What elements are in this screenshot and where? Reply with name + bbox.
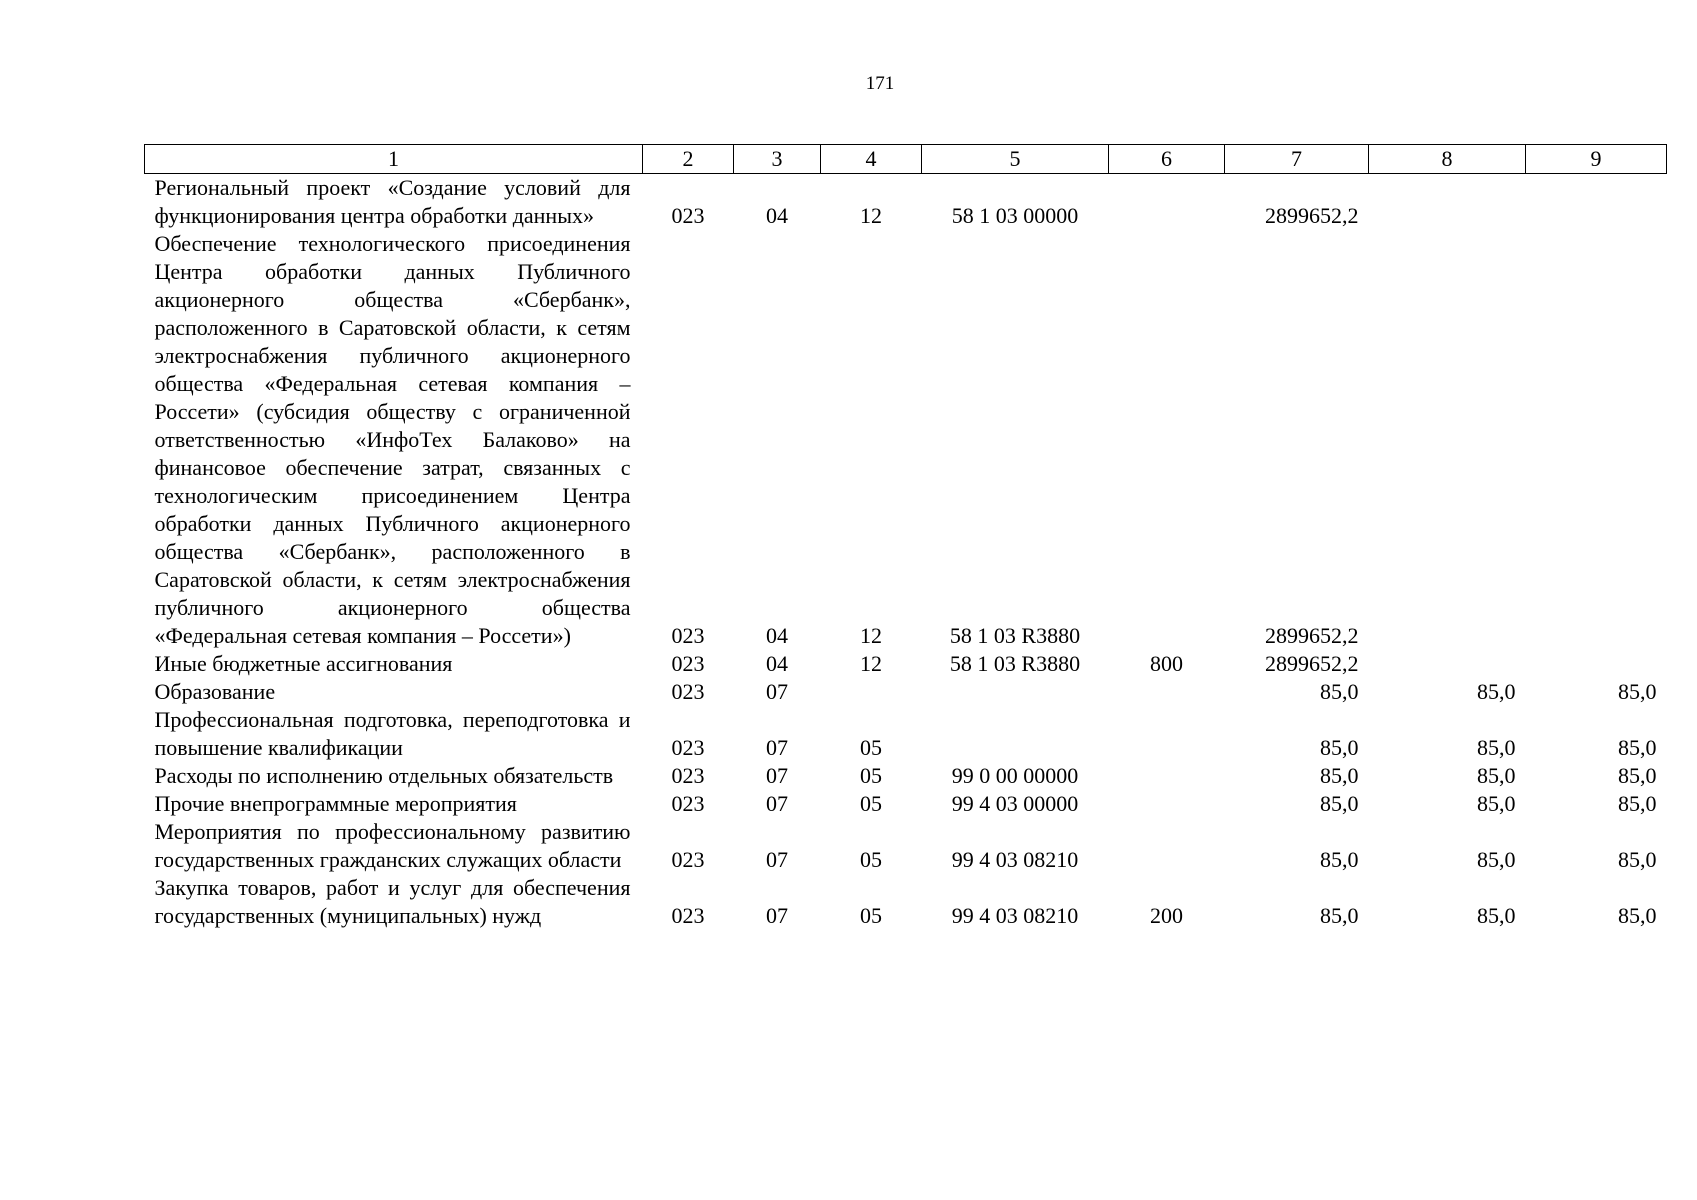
column-header-1: 1 — [145, 145, 643, 174]
row-grbs-code: 023 — [671, 903, 705, 928]
column-header-5: 5 — [922, 145, 1109, 174]
row-grbs-code: 023 — [671, 847, 705, 872]
row-sum-col9: 85,0 — [1618, 791, 1657, 816]
row-subsection-code: 05 — [860, 735, 882, 760]
row-name: Мероприятия по профессиональному развитию государственных гражданских служащих области — [154, 819, 631, 872]
row-target-article: 58 1 03 R3880 — [949, 651, 1081, 676]
row-sum-col9: 85,0 — [1618, 679, 1657, 704]
table-row — [145, 762, 1667, 790]
row-sum-col8 — [1369, 230, 1526, 650]
row-name: Обеспечение технологического присоединения Центра обработки данных Публичного акционерного общества «Сбербанк», расположенного в Саратовской области, к сетям электроснабжения публичного акционерного общества «Федеральная сетевая компания – Россети» (субсидия обществу с ограниченной ответственностью «ИнфоТех Балаково» на финансовое обеспечение затрат, связанных с технологическим присоединением Центра обработки данных Публичного акционерного общества «Сбербанк», расположенного в Саратовской области, к сетям электроснабжения публичного акционерного общества «Федеральная сетевая компания – Россети») — [154, 231, 631, 648]
row-sum-col8 — [1369, 650, 1526, 678]
row-name: Расходы по исполнению отдельных обязательств — [154, 763, 614, 788]
row-sum-col9: 85,0 — [1618, 763, 1657, 788]
row-grbs-code: 023 — [671, 679, 705, 704]
row-expense-type — [1109, 230, 1225, 650]
row-section-code: 07 — [766, 763, 788, 788]
table-row — [145, 650, 1667, 678]
table-row — [145, 174, 1667, 231]
row-sum-col7: 85,0 — [1320, 735, 1359, 760]
row-expense-type — [1109, 678, 1225, 706]
row-name: Региональный проект «Создание условий для функционирования центра обработки данных» — [154, 175, 631, 228]
row-subsection-code: 12 — [860, 623, 882, 648]
row-sum-col7: 85,0 — [1320, 679, 1359, 704]
row-subsection-code: 12 — [860, 203, 882, 228]
column-header-6: 6 — [1109, 145, 1225, 174]
row-sum-col8: 85,0 — [1477, 847, 1516, 872]
row-sum-col8: 85,0 — [1477, 679, 1516, 704]
table-row — [145, 790, 1667, 818]
row-section-code: 07 — [766, 735, 788, 760]
table-row — [145, 678, 1667, 706]
row-expense-type: 200 — [1150, 903, 1183, 928]
column-number-header-row — [145, 145, 1667, 174]
row-sum-col7: 85,0 — [1320, 903, 1359, 928]
row-expense-type — [1109, 174, 1225, 231]
row-section-code: 07 — [766, 903, 788, 928]
row-grbs-code: 023 — [671, 791, 705, 816]
row-expense-type — [1109, 790, 1225, 818]
row-sum-col7: 85,0 — [1320, 791, 1359, 816]
page-number: 171 — [865, 73, 895, 94]
row-target-article: 99 4 03 08210 — [951, 903, 1079, 928]
row-sum-col7: 85,0 — [1320, 847, 1359, 872]
row-subsection-code: 12 — [860, 651, 882, 676]
row-section-code: 04 — [766, 203, 788, 228]
row-target-article: 58 1 03 R3880 — [949, 623, 1081, 648]
row-expense-type — [1109, 818, 1225, 874]
row-grbs-code: 023 — [671, 203, 705, 228]
row-subsection-code: 05 — [860, 791, 882, 816]
row-sum-col7: 85,0 — [1320, 763, 1359, 788]
column-header-2: 2 — [643, 145, 734, 174]
column-header-7: 7 — [1225, 145, 1369, 174]
table-row — [145, 706, 1667, 762]
row-sum-col8: 85,0 — [1477, 903, 1516, 928]
row-grbs-code: 023 — [671, 623, 705, 648]
row-expense-type — [1109, 762, 1225, 790]
row-section-code: 07 — [766, 679, 788, 704]
row-section-code: 04 — [766, 623, 788, 648]
column-header-4: 4 — [821, 145, 922, 174]
row-subsection-code: 05 — [860, 847, 882, 872]
table-row — [145, 818, 1667, 874]
row-sum-col9: 85,0 — [1618, 847, 1657, 872]
table-row — [145, 874, 1667, 930]
row-sum-col9 — [1526, 174, 1667, 231]
row-sum-col9 — [1526, 230, 1667, 650]
column-header-8: 8 — [1369, 145, 1526, 174]
row-subsection-code — [821, 678, 922, 706]
row-sum-col9: 85,0 — [1618, 735, 1657, 760]
row-expense-type — [1109, 706, 1225, 762]
row-section-code: 07 — [766, 791, 788, 816]
table-row — [145, 230, 1667, 650]
row-target-article — [922, 706, 1109, 762]
row-target-article: 99 4 03 08210 — [951, 847, 1079, 872]
row-subsection-code: 05 — [860, 763, 882, 788]
row-grbs-code: 023 — [671, 763, 705, 788]
row-name: Образование — [154, 679, 276, 704]
row-section-code: 04 — [766, 651, 788, 676]
row-name: Закупка товаров, работ и услуг для обеспечения государственных (муниципальных) нужд — [154, 875, 631, 928]
row-grbs-code: 023 — [671, 735, 705, 760]
row-sum-col8: 85,0 — [1477, 735, 1516, 760]
budget-table — [144, 144, 1667, 930]
row-target-article: 99 4 03 00000 — [951, 791, 1079, 816]
row-name: Иные бюджетные ассигнования — [154, 651, 453, 676]
row-sum-col7: 2899652,2 — [1265, 623, 1359, 648]
row-name: Прочие внепрограммные мероприятия — [154, 791, 517, 816]
row-sum-col8 — [1369, 174, 1526, 231]
row-section-code: 07 — [766, 847, 788, 872]
row-subsection-code: 05 — [860, 903, 882, 928]
row-sum-col9: 85,0 — [1618, 903, 1657, 928]
row-grbs-code: 023 — [671, 651, 705, 676]
row-target-article — [922, 678, 1109, 706]
column-header-3: 3 — [734, 145, 821, 174]
row-sum-col7: 2899652,2 — [1265, 203, 1359, 228]
row-sum-col8: 85,0 — [1477, 791, 1516, 816]
row-sum-col8: 85,0 — [1477, 763, 1516, 788]
row-name: Профессиональная подготовка, переподготовка и повышение квалификации — [154, 707, 631, 760]
column-header-9: 9 — [1526, 145, 1667, 174]
row-target-article: 58 1 03 00000 — [951, 203, 1079, 228]
row-target-article: 99 0 00 00000 — [951, 763, 1079, 788]
row-expense-type: 800 — [1150, 651, 1183, 676]
row-sum-col7: 2899652,2 — [1265, 651, 1359, 676]
row-sum-col9 — [1526, 650, 1667, 678]
